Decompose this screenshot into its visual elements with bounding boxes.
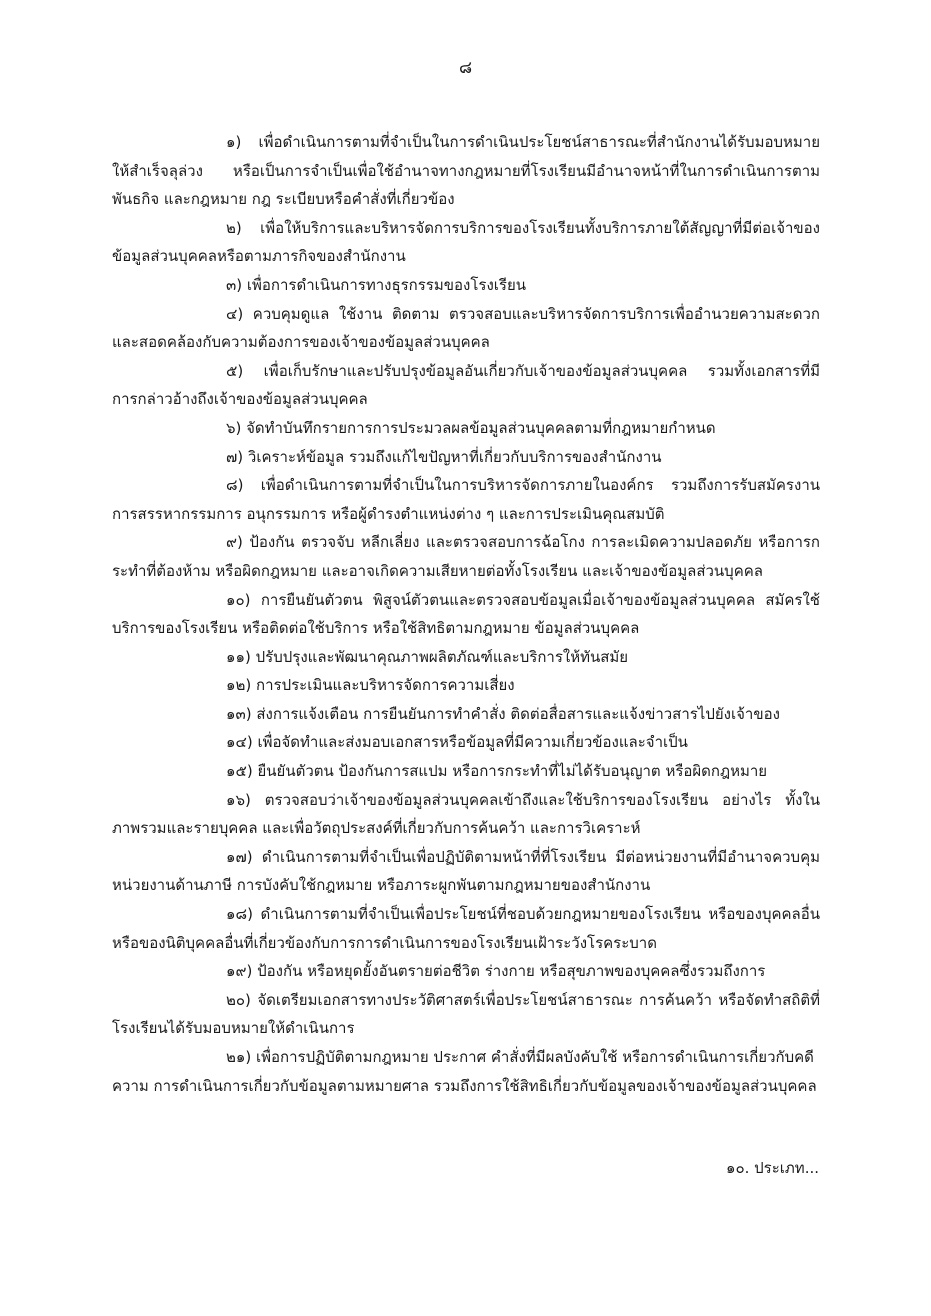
list-item: ๑๕) ยืนยันตัวตน ป้องกันการสแปม หรือการกระทำที่ไม่ได้รับอนุญาต หรือผิดกฎหมาย <box>226 762 768 781</box>
list-item: ๙) ป้องกัน ตรวจจับ หลีกเลี่ยง และตรวจสอบการฉ้อโกง การละเมิดความปลอดภัย หรือการกระทำที่ต้องห้าม หรือผิดกฎหมาย และอาจเกิดความเสียหายต่อทั้งโรงเรียน และเจ้าของข้อมูลส่วนบุคคล <box>112 533 820 580</box>
list-item: ๑๑) ปรับปรุงและพัฒนาคุณภาพผลิตภัณฑ์และบริการให้ทันสมัย <box>226 647 629 666</box>
list-item: ๑๙) ป้องกัน หรือหยุดยั้งอันตรายต่อชีวิต ร่างกาย หรือสุขภาพของบุคคลซึ่งรวมถึงการ <box>226 962 766 981</box>
list-item: ๔) ควบคุมดูแล ใช้งาน ติดตาม ตรวจสอบและบริหารจัดการบริการเพื่ออำนวยความสะดวกและสอดคล้องกับความต้องการของเจ้าของข้อมูลส่วนบุคคล <box>112 304 820 352</box>
list-item: ๒๑) เพื่อการปฏิบัติตามกฎหมาย ประกาศ คำสั่งที่มีผลบังคับใช้ หรือการดำเนินการเกี่ยวกับคดีความ การดำเนินการเกี่ยวกับข้อมูลตามหมายศาล รวมถึงการใช้สิทธิเกี่ยวกับข้อมูลของเจ้าของข้อมูลส่วนบุคคล <box>112 1048 817 1095</box>
list-item: ๘) เพื่อดำเนินการตามที่จำเป็นในการบริหารจัดการภายในองค์กร รวมถึงการรับสมัครงาน การสรรหากรรมการ อนุกรรมการ หรือผู้ดำรงตำแหน่งต่าง ๆ และการประเมินคุณสมบัติ <box>112 476 820 523</box>
next-page-reference: ๑๐. ประเภท... <box>725 1159 819 1177</box>
list-item: ๑) เพื่อดำเนินการตามที่จำเป็นในการดำเนินประโยชน์สาธารณะที่สำนักงานได้รับมอบหมายให้สำเร็จลุล่วง หรือเป็นการจำเป็นเพื่อใช้อำนาจทางกฎหมายที่โรงเรียนมีอำนาจหน้าที่ในการดำเนินการตามพันธกิจ และกฎหมาย กฎ ระเบียบหรือคำสั่งที่เกี่ยวข้อง <box>112 133 820 209</box>
list-item: ๗) วิเคราะห์ข้อมูล รวมถึงแก้ไขปัญหาที่เกี่ยวกับบริการของสำนักงาน <box>226 447 662 466</box>
list-item: ๑๖) ตรวจสอบว่าเจ้าของข้อมูลส่วนบุคคลเข้าถึงและใช้บริการของโรงเรียน อย่างไร ทั้งในภาพรวมและรายบุคคล และเพื่อวัตถุประสงค์ที่เกี่ยวกับการค้นคว้า และการวิเคราะห์ <box>112 790 820 838</box>
list-item: ๑๗) ดำเนินการตามที่จำเป็นเพื่อปฏิบัติตามหน้าที่ที่โรงเรียน มีต่อหน่วยงานที่มีอำนาจควบคุม หน่วยงานด้านภาษี การบังคับใช้กฎหมาย หรือภาระผูกพันตามกฎหมายของสำนักงาน <box>112 847 820 895</box>
list-item: ๑๐) การยืนยันตัวตน พิสูจน์ตัวตนและตรวจสอบข้อมูลเมื่อเจ้าของข้อมูลส่วนบุคคล สมัครใช้บริการของโรงเรียน หรือติดต่อใช้บริการ หรือใช้สิทธิตามกฎหมาย ข้อมูลส่วนบุคคล <box>112 590 820 638</box>
page-number: ๘ <box>458 58 473 78</box>
list-item: ๒๐) จัดเตรียมเอกสารทางประวัติศาสตร์เพื่อประโยชน์สาธารณะ การค้นคว้า หรือจัดทำสถิติที่โรงเรียนได้รับมอบหมายให้ดำเนินการ <box>112 990 820 1038</box>
list-item: ๓) เพื่อการดำเนินการทางธุรกรรมของโรงเรียน <box>226 275 526 294</box>
list-item: ๑๔) เพื่อจัดทำและส่งมอบเอกสารหรือข้อมูลที่มีความเกี่ยวข้องและจำเป็น <box>226 733 688 752</box>
list-item: ๕) เพื่อเก็บรักษาและปรับปรุงข้อมูลอันเกี่ยวกับเจ้าของข้อมูลส่วนบุคคล รวมทั้งเอกสารที่มีการกล่าวอ้างถึงเจ้าของข้อมูลส่วนบุคคล <box>112 361 820 409</box>
purpose-list <box>112 128 820 1100</box>
list-item: ๑๓) ส่งการแจ้งเตือน การยืนยันการทำคำสั่ง ติดต่อสื่อสารและแจ้งข่าวสารไปยังเจ้าของ <box>226 704 780 723</box>
list-item: ๖) จัดทำบันทึกรายการการประมวลผลข้อมูลส่วนบุคคลตามที่กฎหมายกำหนด <box>226 418 716 437</box>
list-item: ๒) เพื่อให้บริการและบริหารจัดการบริการของโรงเรียนทั้งบริการภายใต้สัญญาที่มีต่อเจ้าของข้อมูลส่วนบุคคลหรือตามภารกิจของสำนักงาน <box>112 218 820 266</box>
list-item: ๑๒) การประเมินและบริหารจัดการความเสี่ยง <box>226 676 515 695</box>
list-item: ๑๘) ดำเนินการตามที่จำเป็นเพื่อประโยชน์ที่ชอบด้วยกฎหมายของโรงเรียน หรือของบุคคลอื่น หรือของนิติบุคคลอื่นที่เกี่ยวข้องกับการการดำเนินการของโรงเรียนเฝ้าระวังโรคระบาด <box>112 905 820 952</box>
